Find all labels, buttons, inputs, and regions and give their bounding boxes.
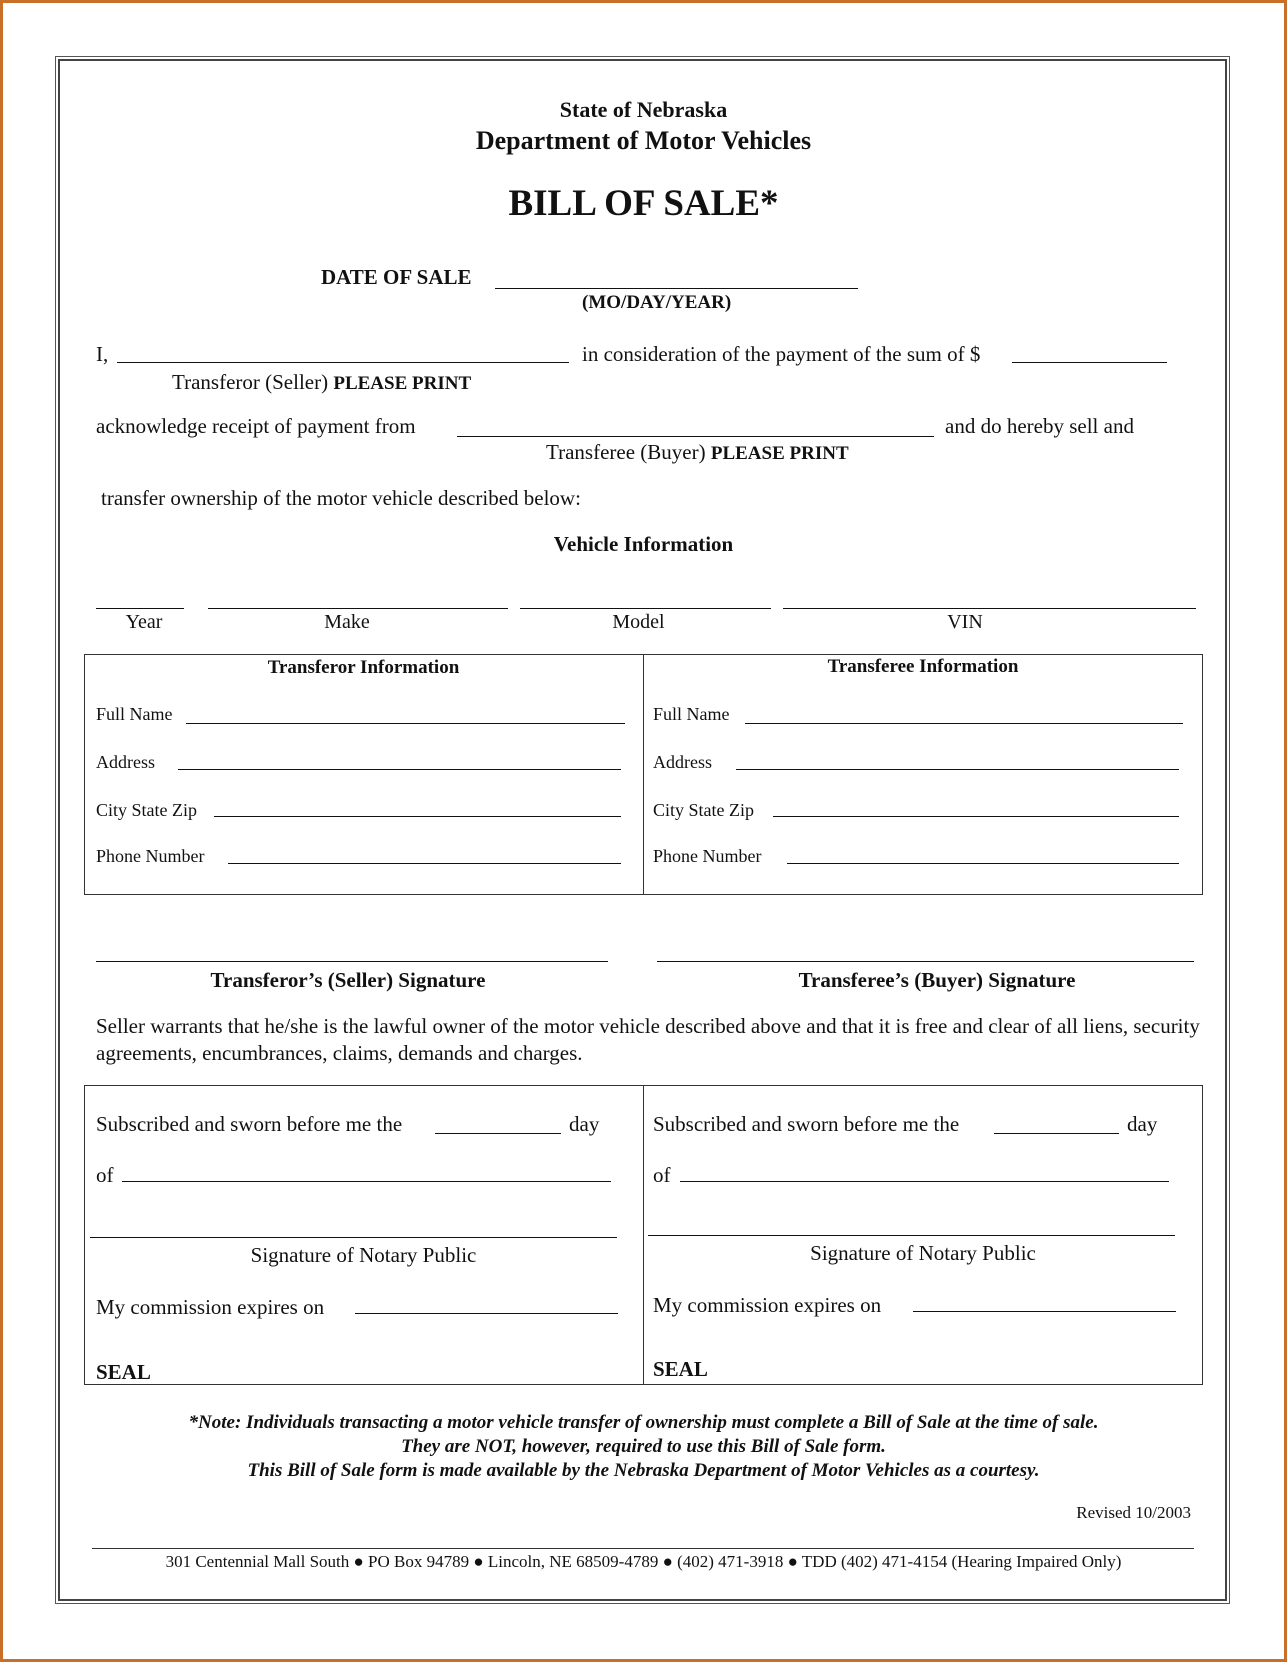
notary-left-signature-label: Signature of Notary Public (250, 1243, 477, 1267)
seller-signature-label: Transferor’s (Seller) Signature (210, 968, 486, 992)
department-heading: Department of Motor Vehicles (475, 126, 812, 155)
notary-table-divider (643, 1085, 644, 1385)
notary-left-day-field[interactable] (435, 1133, 561, 1134)
transferee-info-heading: Transferee Information (827, 656, 1019, 677)
year-label: Year (125, 611, 163, 633)
notary-left-seal: SEAL (96, 1360, 151, 1384)
vin-field[interactable] (783, 608, 1196, 609)
date-of-sale-label: DATE OF SALE (321, 265, 472, 289)
notary-right-seal: SEAL (653, 1357, 708, 1381)
transferee-address-field[interactable] (736, 769, 1179, 770)
notary-left-of-label: of (96, 1163, 114, 1187)
notary-right-signature-field[interactable] (648, 1235, 1175, 1236)
sell-and-text: and do hereby sell and (945, 414, 1134, 438)
notary-left-signature-field[interactable] (90, 1237, 617, 1238)
i-prefix: I, (96, 342, 109, 366)
transferor-address-field[interactable] (178, 769, 621, 770)
warranty-text: Seller warrants that he/she is the lawful owner of the motor vehicle described above and that it is free and clear of all liens, security agreements, encumbrances, claims, demands and charges. (96, 1014, 1200, 1065)
transferee-phone-label: Phone Number (653, 846, 762, 866)
transferor-phone-field[interactable] (228, 863, 621, 864)
state-heading: State of Nebraska (559, 97, 728, 122)
vin-label: VIN (947, 611, 983, 633)
year-field[interactable] (96, 608, 184, 609)
note-line-3: This Bill of Sale form is made available by the Nebraska Department of Motor Vehicles as a courtesy. (247, 1460, 1040, 1481)
revised-date: Revised 10/2003 (1076, 1503, 1191, 1522)
make-label: Make (324, 611, 370, 633)
transferor-info-heading: Transferor Information (267, 657, 460, 678)
model-label: Model (612, 611, 665, 633)
date-format-hint: (MO/DAY/YEAR) (582, 292, 732, 313)
note-line-1: *Note: Individuals transacting a motor vehicle transfer of ownership must complete a Bill of Sale at the time of sale. (188, 1412, 1099, 1433)
transferee-city-field[interactable] (773, 816, 1179, 817)
buyer-signature-field[interactable] (657, 961, 1194, 962)
notary-left-commission-label: My commission expires on (96, 1295, 325, 1319)
transferee-caption: Transferee (Buyer) PLEASE PRINT (546, 440, 849, 464)
notary-right-signature-label: Signature of Notary Public (810, 1241, 1036, 1265)
transferee-full-name-label: Full Name (653, 704, 730, 724)
transferor-full-name-field[interactable] (186, 723, 625, 724)
notary-right-day-field[interactable] (994, 1133, 1119, 1134)
transferor-address-label: Address (96, 752, 155, 772)
consideration-text: in consideration of the payment of the sum of $ (582, 342, 981, 366)
make-field[interactable] (208, 608, 508, 609)
transferor-city-field[interactable] (214, 816, 621, 817)
sale-amount-field[interactable] (1012, 362, 1167, 363)
transferee-phone-field[interactable] (787, 863, 1179, 864)
transferor-city-label: City State Zip (96, 800, 197, 820)
notary-right-month-field[interactable] (680, 1181, 1169, 1182)
notary-right-of-label: of (653, 1163, 671, 1187)
notary-left-month-field[interactable] (122, 1181, 611, 1182)
acknowledge-text: acknowledge receipt of payment from (96, 414, 416, 438)
transferor-phone-label: Phone Number (96, 846, 205, 866)
notary-left-commission-field[interactable] (355, 1313, 618, 1314)
model-field[interactable] (520, 608, 771, 609)
transferor-caption: Transferor (Seller) PLEASE PRINT (172, 370, 472, 394)
vehicle-info-heading: Vehicle Information (553, 532, 734, 556)
notary-left-subscribed: Subscribed and sworn before me the (96, 1112, 403, 1136)
date-of-sale-field[interactable] (495, 288, 858, 289)
footer-address: 301 Centennial Mall South ● PO Box 94789 ● Lincoln, NE 68509-4789 ● (402) 471-3918 ● TDD (402) 471-4154 (Hearing Impaired Only) (165, 1552, 1122, 1571)
notary-left-day-label: day (569, 1112, 600, 1136)
notary-right-commission-label: My commission expires on (653, 1293, 882, 1317)
party-table-divider (643, 654, 644, 895)
transferee-address-label: Address (653, 752, 712, 772)
notary-right-subscribed: Subscribed and sworn before me the (653, 1112, 960, 1136)
buyer-signature-label: Transferee’s (Buyer) Signature (798, 968, 1076, 992)
footer-rule (92, 1548, 1194, 1549)
transferee-city-label: City State Zip (653, 800, 754, 820)
transferor-name-field[interactable] (117, 362, 569, 363)
transfer-ownership-text: transfer ownership of the motor vehicle described below: (101, 486, 581, 510)
note-line-2: They are NOT, however, required to use this Bill of Sale form. (401, 1436, 886, 1457)
notary-right-day-label: day (1127, 1112, 1158, 1136)
transferee-name-field[interactable] (457, 436, 934, 437)
page-title: BILL OF SALE* (508, 183, 779, 224)
notary-right-commission-field[interactable] (913, 1311, 1176, 1312)
transferor-full-name-label: Full Name (96, 704, 173, 724)
transferee-full-name-field[interactable] (745, 723, 1183, 724)
seller-signature-field[interactable] (96, 961, 608, 962)
